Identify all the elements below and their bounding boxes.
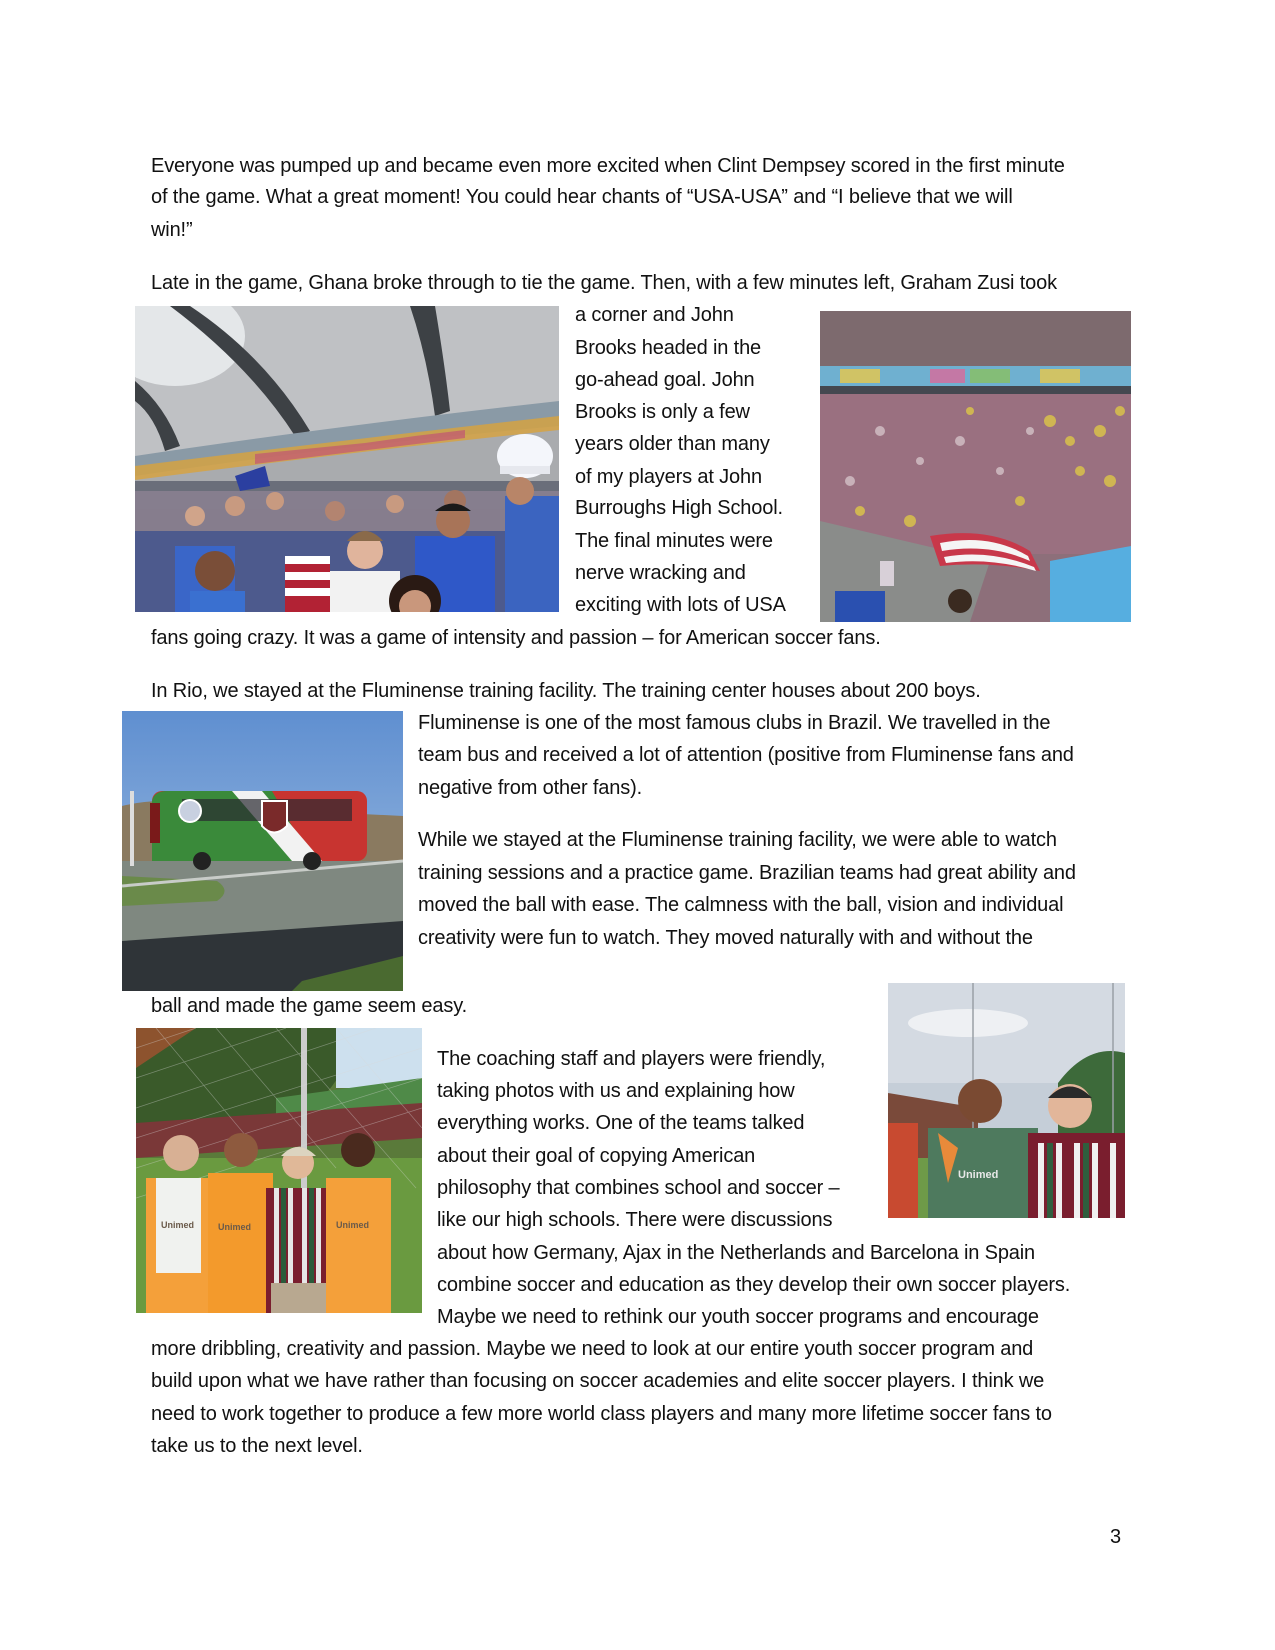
- text-line: combine soccer and education as they develop their own soccer players.: [437, 1274, 1071, 1296]
- svg-text:Unimed: Unimed: [336, 1220, 370, 1230]
- text-line: a corner and John: [575, 304, 734, 326]
- text-line: In Rio, we stayed at the Fluminense training facility. The training center houses about 200 boys.: [151, 680, 981, 702]
- text-line: team bus and received a lot of attention (positive from Fluminense fans and: [418, 744, 1074, 766]
- text-line: negative from other fans).: [418, 777, 642, 799]
- text-line: of the game. What a great moment! You could hear chants of “USA-USA” and “I believe that we will: [151, 186, 1013, 208]
- text-line: win!”: [151, 219, 193, 241]
- photo-players-orange-kits: [136, 1028, 422, 1313]
- page-number: 3: [1110, 1526, 1122, 1548]
- text-line: Brooks is only a few: [575, 401, 750, 423]
- text-line: go-ahead goal. John: [575, 369, 755, 391]
- text-line: training sessions and a practice game. Brazilian teams had great ability and: [418, 862, 1076, 884]
- photo-two-coaches: [888, 983, 1125, 1218]
- text-line: Maybe we need to rethink our youth soccer programs and encourage: [437, 1306, 1039, 1328]
- text-line: taking photos with us and explaining how: [437, 1080, 795, 1102]
- photo-stadium-usa-fans: [135, 306, 559, 612]
- text-line: everything works. One of the teams talked: [437, 1112, 805, 1134]
- text-line: Fluminense is one of the most famous clubs in Brazil. We travelled in the: [418, 712, 1051, 734]
- text-line: about their goal of copying American: [437, 1145, 756, 1167]
- text-line: Burroughs High School.: [575, 497, 783, 519]
- text-line: Brooks headed in the: [575, 337, 762, 359]
- text-line: philosophy that combines school and soccer –: [437, 1177, 840, 1199]
- text-line: fans going crazy. It was a game of intensity and passion – for American soccer fans.: [151, 627, 881, 649]
- text-line: The coaching staff and players were friendly,: [437, 1048, 826, 1070]
- text-line: more dribbling, creativity and passion. Maybe we need to look at our entire youth soccer program and: [151, 1338, 1034, 1360]
- photo-stadium-crowd-flag: [820, 311, 1131, 622]
- text-line: like our high schools. There were discussions: [437, 1209, 833, 1231]
- text-line: nerve wracking and: [575, 562, 746, 584]
- text-line: exciting with lots of USA: [575, 594, 786, 616]
- text-line: years older than many: [575, 433, 770, 455]
- text-line: need to work together to produce a few more world class players and many more lifetime soccer fans to: [151, 1403, 1052, 1425]
- text-line: of my players at John: [575, 466, 762, 488]
- text-line: creativity were fun to watch. They moved naturally with and without the: [418, 927, 1033, 949]
- photo-fluminense-bus: [122, 711, 403, 991]
- text-line: about how Germany, Ajax in the Netherlands and Barcelona in Spain: [437, 1242, 1036, 1264]
- text-line: The final minutes were: [575, 530, 773, 552]
- text-line: Late in the game, Ghana broke through to tie the game. Then, with a few minutes left, Graham Zusi took: [151, 272, 1057, 294]
- svg-text:Unimed: Unimed: [958, 1169, 999, 1181]
- text-line: build upon what we have rather than focusing on soccer academies and elite soccer players. I think we: [151, 1370, 1045, 1392]
- text-line: Everyone was pumped up and became even more excited when Clint Dempsey scored in the first minute: [151, 155, 1065, 177]
- svg-text:Unimed: Unimed: [218, 1222, 252, 1232]
- text-line: While we stayed at the Fluminense training facility, we were able to watch: [418, 829, 1057, 851]
- text-line: moved the ball with ease. The calmness with the ball, vision and individual: [418, 894, 1064, 916]
- svg-text:Unimed: Unimed: [161, 1220, 195, 1230]
- text-line: take us to the next level.: [151, 1435, 363, 1457]
- text-line: ball and made the game seem easy.: [151, 995, 467, 1017]
